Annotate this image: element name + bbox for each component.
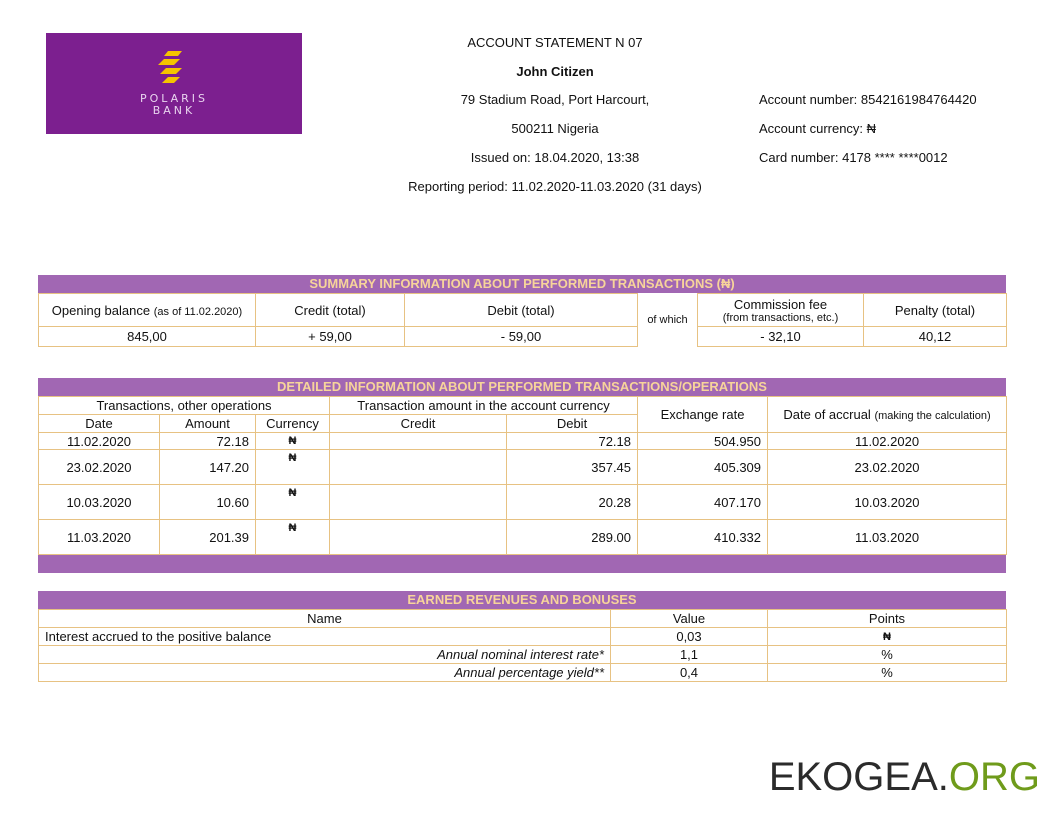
customer-name: John Citizen — [516, 64, 594, 79]
earned-row-value: 1,1 — [611, 646, 768, 664]
earned-row-value: 0,03 — [611, 628, 768, 646]
polaris-emblem-icon — [158, 51, 188, 85]
row-amount: 147.20 — [160, 450, 256, 485]
row-accrual: 10.03.2020 — [768, 485, 1007, 520]
transactions-table — [38, 396, 1007, 555]
points-header: Points — [768, 610, 1007, 628]
earned-row-name: Annual percentage yield** — [39, 664, 611, 682]
row-credit — [330, 520, 507, 555]
account-number: Account number: 8542161984764420 — [759, 92, 977, 107]
earned-row-points: % — [768, 646, 1007, 664]
row-date: 23.02.2020 — [39, 450, 160, 485]
summary-section — [38, 275, 1006, 347]
summary-table — [38, 293, 1007, 347]
group-amount-header: Transaction amount in the account currency — [330, 397, 638, 415]
row-debit: 289.00 — [507, 520, 638, 555]
list-item — [39, 664, 1007, 682]
detailed-section — [38, 378, 1006, 573]
earned-table — [38, 609, 1007, 682]
commission-header: Commission fee (from transactions, etc.) — [698, 294, 864, 327]
row-credit — [330, 450, 507, 485]
group-transactions-header: Transactions, other operations — [39, 397, 330, 415]
table-row — [39, 433, 1007, 450]
earned-title: EARNED REVENUES AND BONUSES — [38, 591, 1006, 609]
row-amount: 72.18 — [160, 433, 256, 450]
row-amount: 10.60 — [160, 485, 256, 520]
table-row — [39, 450, 1007, 485]
row-credit — [330, 485, 507, 520]
row-debit: 72.18 — [507, 433, 638, 450]
penalty-header: Penalty (total) — [864, 294, 1007, 327]
account-currency: Account currency: ₦ — [759, 121, 877, 136]
amount-header: Amount — [160, 415, 256, 433]
name-header: Name — [39, 610, 611, 628]
table-row — [39, 520, 1007, 555]
row-accrual: 11.02.2020 — [768, 433, 1007, 450]
row-accrual: 11.03.2020 — [768, 520, 1007, 555]
row-rate: 407.170 — [638, 485, 768, 520]
credit-total-header: Credit (total) — [256, 294, 405, 327]
row-currency: ₦ — [256, 520, 330, 555]
earned-row-name: Annual nominal interest rate* — [39, 646, 611, 664]
row-date: 10.03.2020 — [39, 485, 160, 520]
address-line1: 79 Stadium Road, Port Harcourt, — [460, 92, 650, 107]
summary-title: SUMMARY INFORMATION ABOUT PERFORMED TRANSACTIONS (₦) — [38, 275, 1006, 293]
card-number: Card number: 4178 **** ****0012 — [759, 150, 948, 165]
row-rate: 410.332 — [638, 520, 768, 555]
row-debit: 20.28 — [507, 485, 638, 520]
row-currency: ₦ — [256, 433, 330, 450]
penalty-value: 40,12 — [864, 327, 1007, 347]
earned-row-name: Interest accrued to the positive balance — [39, 628, 611, 646]
currency-header: Currency — [256, 415, 330, 433]
value-header: Value — [611, 610, 768, 628]
row-rate: 504.950 — [638, 433, 768, 450]
list-item — [39, 628, 1007, 646]
reporting-period: Reporting period: 11.02.2020-11.03.2020 (31 days) — [408, 179, 702, 194]
row-rate: 405.309 — [638, 450, 768, 485]
opening-balance-value: 845,00 — [39, 327, 256, 347]
credit-header: Credit — [330, 415, 507, 433]
row-currency: ₦ — [256, 450, 330, 485]
row-date: 11.03.2020 — [39, 520, 160, 555]
credit-total-value: + 59,00 — [256, 327, 405, 347]
of-which-label: of which — [638, 294, 698, 347]
detailed-title: DETAILED INFORMATION ABOUT PERFORMED TRANSACTIONS/OPERATIONS — [38, 378, 1006, 396]
row-date: 11.02.2020 — [39, 433, 160, 450]
statement-title: ACCOUNT STATEMENT N 07 — [467, 35, 643, 50]
earned-row-points: ₦ — [768, 628, 1007, 646]
date-header: Date — [39, 415, 160, 433]
watermark — [769, 755, 1040, 800]
bank-name-line1: POLARIS — [139, 92, 209, 105]
earned-row-points: % — [768, 664, 1007, 682]
opening-balance-header: Opening balance (as of 11.02.2020) — [39, 294, 256, 327]
table-row — [39, 485, 1007, 520]
list-item — [39, 646, 1007, 664]
bank-logo — [46, 33, 302, 134]
commission-value: - 32,10 — [698, 327, 864, 347]
detailed-footer-bar — [38, 555, 1006, 573]
row-accrual: 23.02.2020 — [768, 450, 1007, 485]
address-line2: 500211 Nigeria — [511, 121, 599, 136]
earned-section — [38, 591, 1006, 682]
debit-total-value: - 59,00 — [405, 327, 638, 347]
bank-name-line2: BANK — [152, 104, 196, 117]
watermark-part2: ORG — [948, 755, 1040, 799]
watermark-part1: EKOGEA. — [768, 755, 949, 799]
issued-date: Issued on: 18.04.2020, 13:38 — [470, 150, 640, 165]
debit-total-header: Debit (total) — [405, 294, 638, 327]
row-amount: 201.39 — [160, 520, 256, 555]
row-debit: 357.45 — [507, 450, 638, 485]
earned-row-value: 0,4 — [611, 664, 768, 682]
row-currency: ₦ — [256, 485, 330, 520]
debit-header: Debit — [507, 415, 638, 433]
exchange-rate-header: Exchange rate — [638, 397, 768, 433]
accrual-date-header: Date of accrual (making the calculation) — [768, 397, 1007, 433]
row-credit — [330, 433, 507, 450]
